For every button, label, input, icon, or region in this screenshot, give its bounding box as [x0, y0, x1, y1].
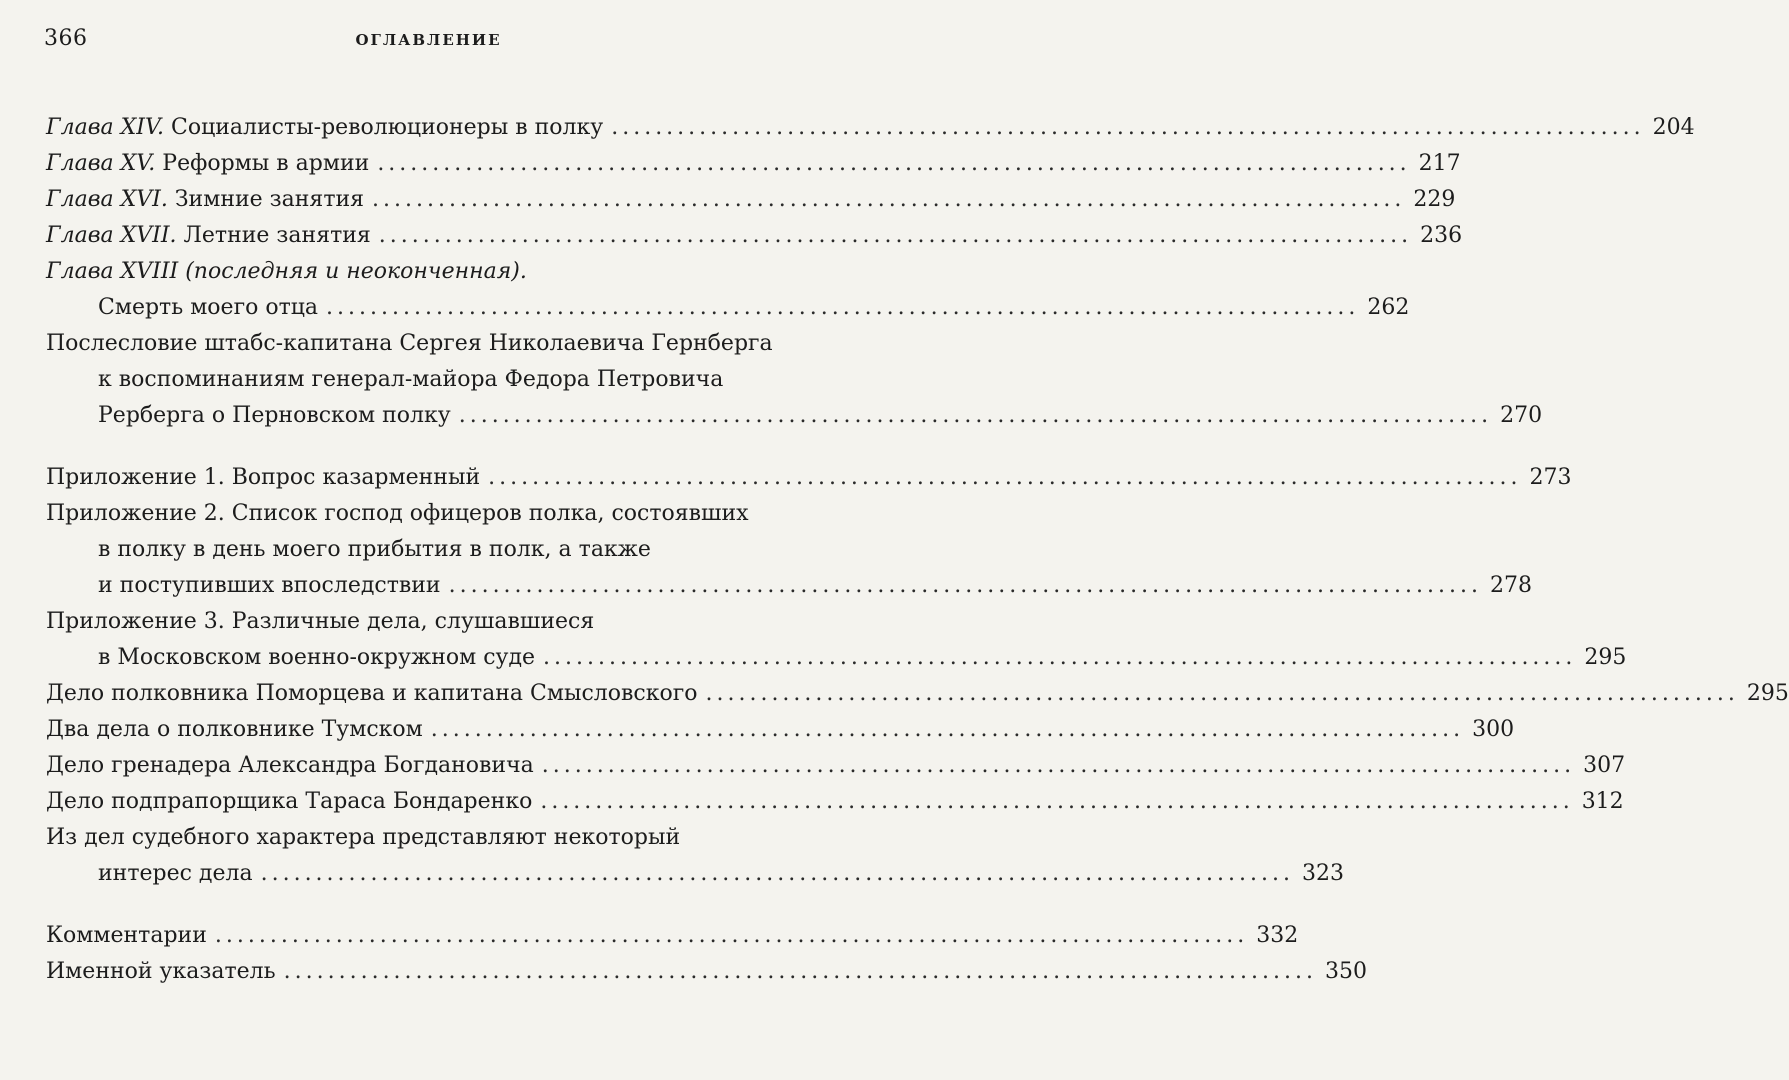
entry-title-line: Приложение 3. Различные дела, слушавшиеся [46, 609, 595, 634]
page-ref: 273 [1529, 465, 1572, 490]
chapter-title: Социалисты-революционеры в полку [164, 115, 604, 140]
page-ref: 236 [1420, 223, 1463, 248]
entry-title-line: Комментарии [46, 923, 207, 948]
toc-entry-appendix-2 [46, 496, 1532, 604]
leader-dots: .............................................................................................. [214, 923, 1249, 948]
page-ref: 295 [1584, 645, 1627, 670]
leader-dots: .............................................................................................. [540, 789, 1574, 814]
page-ref: 307 [1583, 753, 1626, 778]
toc-entry-case [46, 712, 1515, 748]
toc-entry-chapter-16 [46, 182, 1456, 218]
leader-dots: .............................................................................................. [372, 187, 1406, 212]
section-gap [46, 892, 806, 918]
entry-title-line: к воспоминаниям генерал-майора Федора Петровича [98, 367, 724, 392]
chapter-number: Глава XIV. [46, 115, 164, 140]
entry-title-line: Послесловие штабс-капитана Сергея Николаевича Гернберга [46, 331, 773, 356]
entry-title-line: Приложение 1. Вопрос казарменный [46, 465, 481, 490]
page-ref: 323 [1301, 861, 1344, 886]
page-ref: 295 [1746, 681, 1789, 706]
leader-dots: .............................................................................................. [283, 959, 1317, 984]
toc-entry-chapter-15 [46, 146, 1461, 182]
chapter-number: Глава XVI. [46, 187, 168, 212]
leader-dots: .............................................................................................. [543, 645, 1577, 670]
leader-dots: .............................................................................................. [260, 861, 1294, 886]
section-gap [46, 434, 806, 460]
toc-entry-judicial [46, 820, 1344, 892]
chapter-title: Реформы в армии [155, 151, 370, 176]
page-ref: 300 [1472, 717, 1515, 742]
toc-entry-chapter-18 [46, 254, 1410, 326]
entry-title-line: Дело полковника Поморцева и капитана Смысловского [46, 681, 698, 706]
toc-entry-index [46, 954, 1367, 990]
entry-title-line: Приложение 2. Список господ офицеров полка, состоявших [46, 501, 749, 526]
leader-dots: .............................................................................................. [541, 753, 1576, 778]
entry-title-line: в Московском военно-окружном суде [98, 645, 536, 670]
toc-entry-appendix-1 [46, 460, 1572, 496]
page-ref: 229 [1413, 187, 1456, 212]
toc-entry-chapter-14 [46, 110, 1695, 146]
chapter-title: Зимние занятия [167, 187, 365, 212]
toc-entry-case [46, 784, 1624, 820]
chapter-heading: Глава XVIII (последняя и неоконченная). [46, 259, 527, 284]
page-ref: 217 [1418, 151, 1461, 176]
leader-dots: .............................................................................................. [326, 295, 1360, 320]
toc-entry-commentary [46, 918, 1299, 954]
page-ref: 278 [1489, 573, 1532, 598]
entry-title-line: Два дела о полковнике Тумском [46, 717, 423, 742]
entry-title-line: Из дел судебного характера представляют некоторый [46, 825, 681, 850]
entry-title-line: Дело гренадера Александра Богдановича [46, 753, 534, 778]
toc-entry-case [46, 748, 1626, 784]
chapter-title: Летние занятия [176, 223, 371, 248]
entry-title-line: в полку в день моего прибытия в полк, а также [98, 537, 651, 562]
page-number: 366 [44, 26, 88, 51]
table-of-contents [46, 110, 1789, 990]
entry-title-line: и поступивших впоследствии [98, 573, 441, 598]
page-ref: 350 [1324, 959, 1367, 984]
toc-entry-case [46, 676, 1789, 712]
leader-dots: .............................................................................................. [611, 115, 1645, 140]
page-ref: 312 [1581, 789, 1624, 814]
entry-title-line: Именной указатель [46, 959, 276, 984]
leader-dots: .............................................................................................. [705, 681, 1739, 706]
chapter-title: Смерть моего отца [98, 295, 319, 320]
page-ref: 270 [1500, 403, 1543, 428]
page-ref: 332 [1256, 923, 1299, 948]
toc-entry-afterword [46, 326, 1543, 434]
chapter-number: Глава XV. [46, 151, 156, 176]
leader-dots: .............................................................................................. [448, 573, 1482, 598]
entry-title-line: Рерберга о Перновском полку [98, 403, 451, 428]
leader-dots: .............................................................................................. [458, 403, 1493, 428]
leader-dots: .............................................................................................. [488, 465, 1522, 490]
entry-title-line: Дело подпрапорщика Тараса Бондаренко [46, 789, 533, 814]
leader-dots: .............................................................................................. [377, 151, 1411, 176]
toc-entry-appendix-3 [46, 604, 1627, 676]
leader-dots: .............................................................................................. [378, 223, 1413, 248]
running-head: ОГЛАВЛЕНИЕ [355, 31, 502, 49]
page-ref: 204 [1652, 115, 1695, 140]
page-ref: 262 [1367, 295, 1410, 320]
leader-dots: .............................................................................................. [430, 717, 1465, 742]
toc-entry-chapter-17 [46, 218, 1463, 254]
entry-title-line: интерес дела [98, 861, 253, 886]
chapter-number: Глава XVII. [46, 223, 177, 248]
